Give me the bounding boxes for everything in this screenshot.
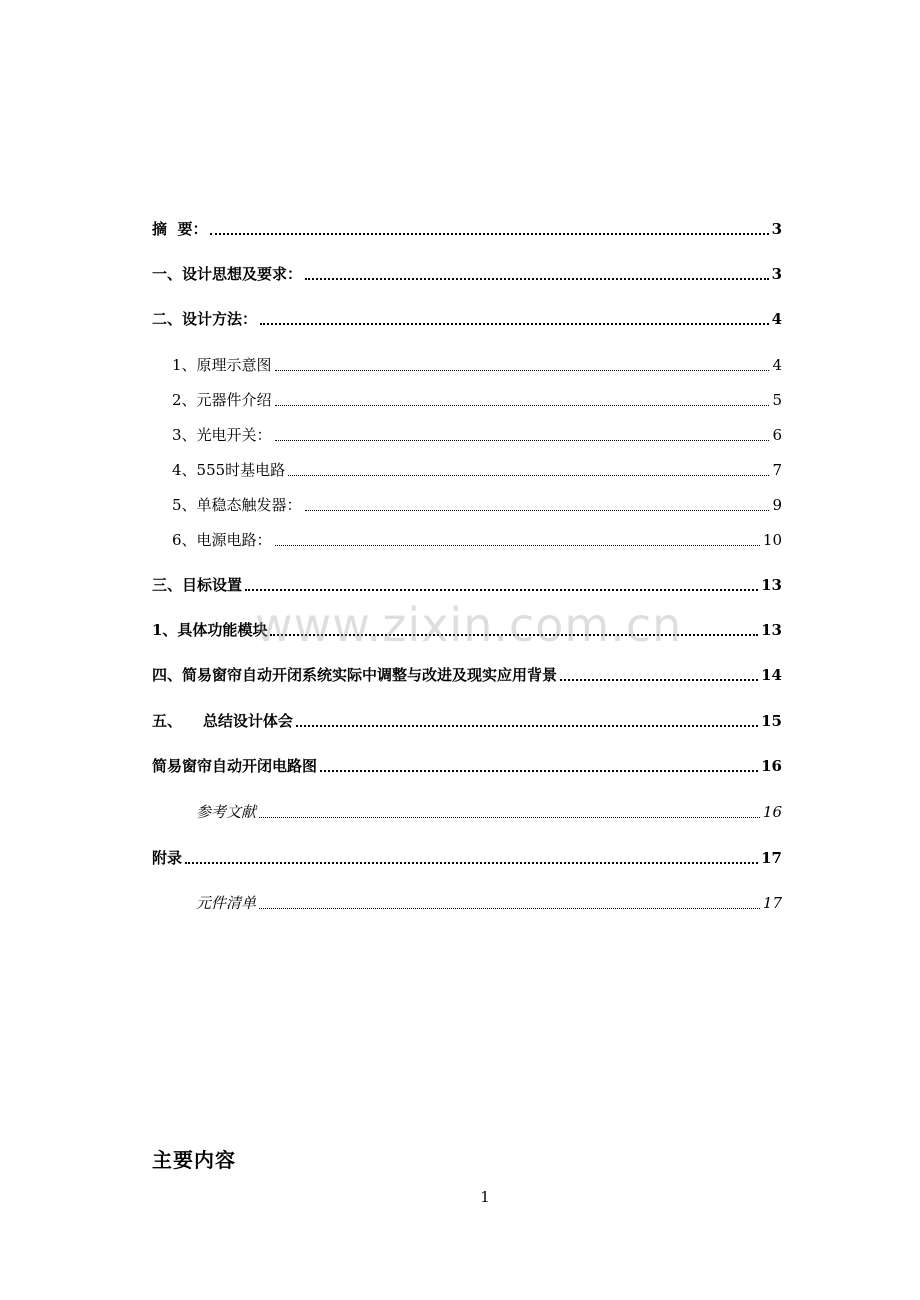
toc-entry-page: 14 <box>761 666 782 684</box>
toc-entry-label: 简易窗帘自动开闭电路图 <box>152 757 318 775</box>
toc-entry-label: 4、555时基电路 <box>172 461 286 479</box>
toc-entry-label: 摘 要： <box>152 220 208 238</box>
toc-entry[interactable] <box>152 354 782 376</box>
toc-entry-label: 三、目标设置 <box>152 576 243 594</box>
watermark: www.zixin.com.cn <box>255 598 683 652</box>
toc-entry-page: 7 <box>772 461 782 479</box>
toc-leader-dots <box>270 634 758 636</box>
toc-leader-dots <box>210 233 768 235</box>
toc-entry-label: 参考文献 <box>196 803 257 821</box>
toc-leader-dots <box>275 545 760 546</box>
toc-entry[interactable] <box>152 308 782 330</box>
toc-entry[interactable] <box>152 494 782 516</box>
toc-leader-dots <box>275 440 770 441</box>
toc-entry[interactable] <box>152 710 782 732</box>
toc-leader-dots <box>275 405 770 406</box>
toc-entry[interactable] <box>152 574 782 596</box>
toc-entry-page: 10 <box>762 531 782 549</box>
toc-leader-dots <box>260 323 769 325</box>
toc-entry-page: 4 <box>771 310 782 328</box>
toc-entry-page: 16 <box>762 803 782 821</box>
toc-entry-label: 5、单稳态触发器： <box>172 496 302 514</box>
toc-leader-dots <box>259 908 760 909</box>
toc-leader-dots <box>185 862 758 864</box>
toc-entry-page: 17 <box>762 894 782 912</box>
toc-entry-page: 4 <box>772 356 782 374</box>
toc-entry[interactable] <box>152 847 782 869</box>
toc-leader-dots <box>305 278 769 280</box>
toc-entry-page: 3 <box>771 220 782 238</box>
toc-entry[interactable] <box>152 619 782 641</box>
toc-entry-label: 五、 总结设计体会 <box>152 712 293 730</box>
section-heading: 主要内容 <box>152 1148 236 1172</box>
toc-entry[interactable] <box>152 801 782 823</box>
toc-leader-dots <box>305 510 770 511</box>
toc-entry[interactable] <box>152 424 782 446</box>
toc-entry-page: 5 <box>772 391 782 409</box>
toc-entry-label: 二、设计方法： <box>152 310 258 328</box>
toc-leader-dots <box>320 770 758 772</box>
page-number: 1 <box>480 1188 490 1206</box>
toc-entry-label: 1、原理示意图 <box>172 356 272 374</box>
toc-entry[interactable] <box>152 218 782 240</box>
toc-entry-label: 1、具体功能模块 <box>152 621 268 639</box>
toc-entry[interactable] <box>152 459 782 481</box>
toc-leader-dots <box>259 817 760 818</box>
toc-entry[interactable] <box>152 755 782 777</box>
toc-entry-page: 16 <box>761 757 782 775</box>
toc-leader-dots <box>288 475 769 476</box>
toc-entry-label: 元件清单 <box>196 894 257 912</box>
toc-leader-dots <box>275 370 770 371</box>
toc-entry-page: 15 <box>761 712 782 730</box>
toc-entry-page: 9 <box>772 496 782 514</box>
toc-entry[interactable] <box>152 389 782 411</box>
toc-entry-label: 四、简易窗帘自动开闭系统实际中调整与改进及现实应用背景 <box>152 666 558 684</box>
toc-leader-dots <box>245 589 758 591</box>
toc-entry[interactable] <box>152 892 782 914</box>
toc-entry-label: 一、设计思想及要求： <box>152 265 303 283</box>
toc-entry-page: 6 <box>772 426 782 444</box>
toc-entry-page: 13 <box>761 621 782 639</box>
toc-entry[interactable] <box>152 664 782 686</box>
toc-entry-label: 2、元器件介绍 <box>172 391 272 409</box>
toc-leader-dots <box>296 725 758 727</box>
toc-entry[interactable] <box>152 529 782 551</box>
toc-entry-page: 3 <box>771 265 782 283</box>
toc-entry-label: 附录 <box>152 849 183 867</box>
toc-entry-page: 13 <box>761 576 782 594</box>
toc-entry-label: 3、光电开关： <box>172 426 272 444</box>
toc-entry[interactable] <box>152 263 782 285</box>
toc-leader-dots <box>560 679 758 681</box>
toc-entry-label: 6、电源电路： <box>172 531 272 549</box>
toc-entry-page: 17 <box>761 849 782 867</box>
